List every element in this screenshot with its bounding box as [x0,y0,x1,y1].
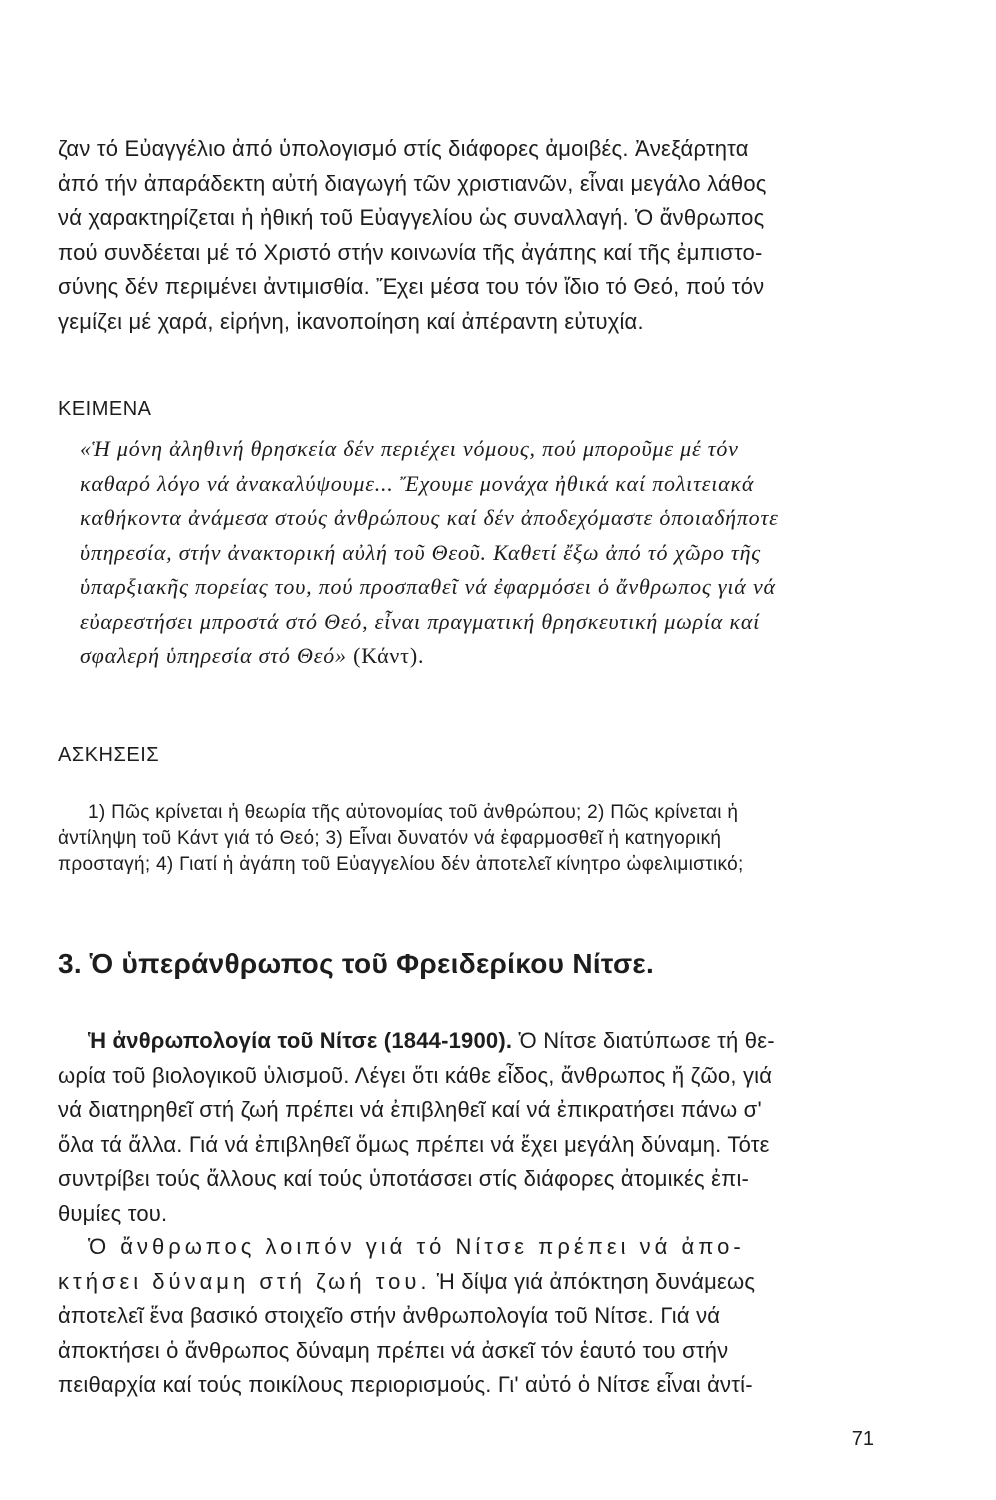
paragraph-line: θυμίες του. [58,1200,168,1226]
quote-line: σφαλερή ὑπηρεσία στό Θεό» [80,643,347,668]
paragraph-line: πειθαρχία καί τούς ποικίλους περιορισμούς. Γι' αὐτό ὁ Νίτσε εἶναι ἀντί- [58,1372,753,1397]
quote-line: εὐαρεστήσει μπροστά στό Θεό, εἶναι πραγματική θρησκευτική μωρία καί [80,608,761,634]
intro-line: νά χαρακτηρίζεται ἡ ἠθική τοῦ Εὐαγγελίου ὡς συναλλαγή. Ὁ ἄνθρωπος [58,205,765,230]
paragraph-line: νά διατηρηθεῖ στή ζωή πρέπει νά ἐπιβληθεῖ καί νά ἐπικρατήσει πάνω σ' [58,1097,762,1122]
section-paragraph-2 [58,1230,868,1403]
texts-heading: ΚΕΙΜΕΝΑ [58,398,152,420]
intro-line: ζαν τό Εὐαγγέλιο ἀπό ὑπολογισμό στίς διάφορες ἀμοιβές. Ἀνεξάρτητα [58,136,749,161]
intro-line: γεμίζει μέ χαρά, εἰρήνη, ἱκανοποίηση καί ἀπέραντη εὐτυχία. [58,308,644,334]
exercises-list [58,800,868,878]
page-number: 71 [851,1428,874,1450]
section-title-block [58,948,868,980]
exercises-heading: ΑΣΚΗΣΕΙΣ [58,744,160,766]
quote-line: καθαρό λόγο νά ἀνακαλύψουμε... Ἔχουμε μονάχα ἠθικά καί πολιτειακά [80,470,755,496]
intro-line: ἀπό τήν ἀπαράδεκτη αὐτή διαγωγή τῶν χριστιανῶν, εἶναι μεγάλο λάθος [58,170,767,196]
section-title: 3. Ὁ ὑπεράνθρωπος τοῦ Φρειδερίκου Νίτσε. [58,948,655,979]
paragraph-line: Ἡ δίψα γιά ἀπόκτηση δυνάμεως [430,1268,756,1294]
section-paragraph-1 [58,1024,868,1231]
texts-heading-block [58,398,868,421]
spaced-emphasis: Ὁ ἄνθρωπος λοιπόν γιά τό Νίτσε πρέπει νά ἀπο- [88,1234,745,1259]
paragraph-line: Ὁ Νίτσε διατύπωσε τή θε- [512,1028,775,1053]
paragraph-line: ωρία τοῦ βιολογικοῦ ὑλισμοῦ. Λέγει ὅτι κάθε εἶδος, ἄνθρωπος ἤ ζῶο, γιά [58,1062,773,1088]
quote-line: ὑπαρξιακῆς πορείας του, πού προσπαθεῖ νά ἐφαρμόσει ὁ ἄνθρωπος γιά νά [80,574,776,599]
exercise-line: ἀντίληψη τοῦ Κάντ γιά τό Θεό; 3) Εἶναι δυνατόν νά ἐφαρμοσθεῖ ἡ κατηγορική [58,828,722,849]
intro-line: σύνης δέν περιμένει ἀντιμισθία. Ἔχει μέσα του τόν ἴδιο τό Θεό, πού τόν [58,274,765,299]
intro-paragraph [58,132,868,339]
paragraph-line: ἀποκτήσει ὁ ἄνθρωπος δύναμη πρέπει νά ἀσκεῖ τόν ἑαυτό του στήν [58,1337,729,1363]
quote-author: (Κάντ). [353,643,425,668]
spaced-emphasis: κτήσει δύναμη στή ζωή του. [58,1268,431,1294]
quote-line: ὑπηρεσία, στήν ἀνακτορική αὐλή τοῦ Θεοῦ. Καθετί ἔξω ἀπό τό χῶρο τῆς [80,539,762,565]
exercise-line: προσταγή; 4) Γιατί ἡ ἀγάπη τοῦ Εὐαγγελίου δέν ἀποτελεῖ κίνητρο ὠφελιμιστικό; [58,854,744,875]
paragraph-line: συντρίβει τούς ἄλλους καί τούς ὑποτάσσει στίς διάφορες ἀτομικές ἐπι- [58,1166,750,1191]
exercise-line: 1) Πῶς κρίνεται ἡ θεωρία τῆς αὐτονομίας τοῦ ἀνθρώπου; 2) Πῶς κρίνεται ἡ [88,802,739,823]
quote-line: «Ἡ μόνη ἀληθινή θρησκεία δέν περιέχει νόμους, πού μποροῦμε μέ τόν [80,436,739,461]
intro-line: πού συνδέεται μέ τό Χριστό στήν κοινωνία τῆς ἀγάπης καί τῆς ἐμπιστο- [58,239,763,265]
paragraph-line: ἀποτελεῖ ἕνα βασικό στοιχεῖο στήν ἀνθρωπολογία τοῦ Νίτσε. Γιά νά [58,1303,721,1328]
quote-line: καθήκοντα ἀνάμεσα στούς ἀνθρώπους καί δέν ἀποδεχόμαστε ὁποιαδήποτε [80,505,779,530]
paragraph-line: ὅλα τά ἄλλα. Γιά νά ἐπιβληθεῖ ὅμως πρέπει νά ἔχει μεγάλη δύναμη. Τότε [58,1131,770,1157]
exercises-heading-block [58,744,868,767]
paragraph-lead: Ἡ ἀνθρωπολογία τοῦ Νίτσε (1844-1900). [88,1028,513,1053]
kant-quote [80,432,870,674]
